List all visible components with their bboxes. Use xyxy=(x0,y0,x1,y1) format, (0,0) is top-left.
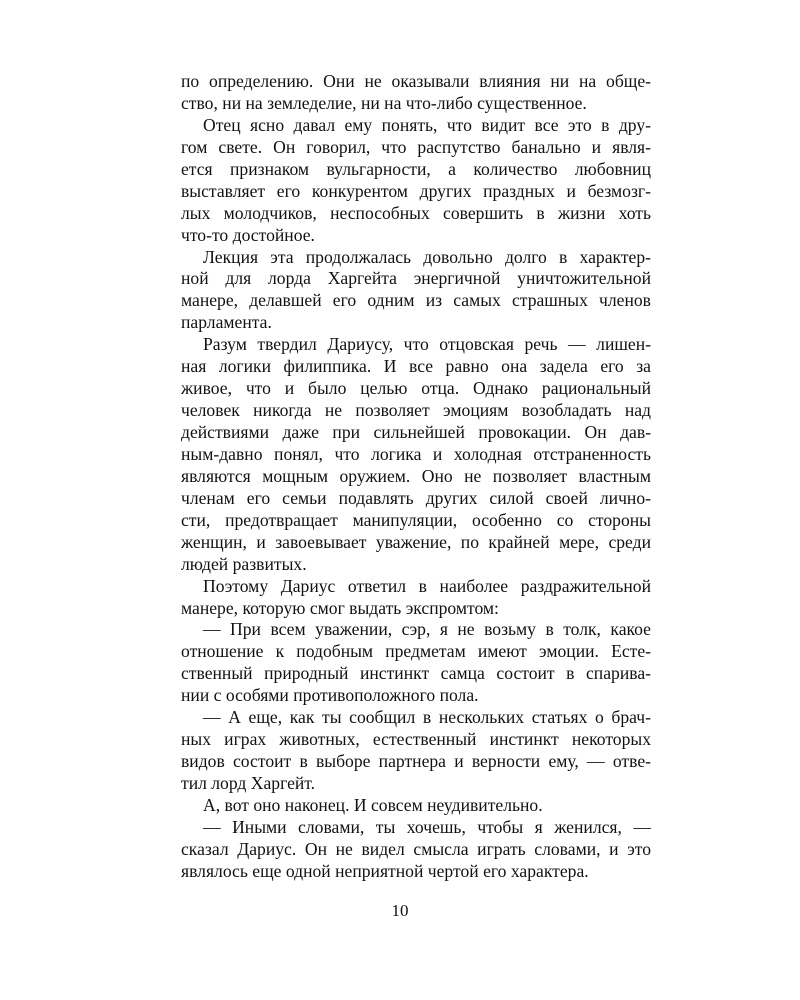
text-line: нии с особями противоположного пола. xyxy=(181,685,479,706)
text-line: — При всем уважении, сэр, я не возьму в толк, какое xyxy=(203,619,651,640)
text-line: тил лорд Харгейт. xyxy=(181,773,316,793)
text-line: членам его семьи подавлять других силой своей лично- xyxy=(181,487,651,508)
text-line: сти, предотвращает манипуляции, особенно со стороны xyxy=(181,509,651,530)
text-line: парламента. xyxy=(181,312,272,333)
text-line: видов состоит в выборе партнера и верности ему, — отве- xyxy=(181,751,651,772)
text-line: отношение к подобным предметам имеют эмоции. Есте- xyxy=(181,641,651,662)
text-line: ственный природный инстинкт самца состоит в спарива- xyxy=(181,663,651,684)
text-line: ной для лорда Харгейта энергичной уничтожительной xyxy=(181,268,651,289)
text-line: сказал Дариус. Он не видел смысла играть словами, и это xyxy=(181,838,651,859)
text-line: лых молодчиков, неспособных совершить в жизни хоть xyxy=(181,202,651,223)
text-line: ных играх животных, естественный инстинкт некоторых xyxy=(181,729,651,750)
text-line: манере, которую смог выдать экспромтом: xyxy=(181,597,499,618)
text-line: ная логики филиппика. И все равно она задела его за xyxy=(181,356,651,377)
text-line: ным-давно понял, что логика и холодная отстраненность xyxy=(181,443,651,464)
text-line: Разум твердил Дариусу, что отцовская речь — лишен- xyxy=(203,334,651,355)
text-line: ство, ни на земледелие, ни на что-либо существенное. xyxy=(181,92,587,113)
text-line: женщин, и завоевывает уважение, по крайней мере, среди xyxy=(181,531,651,552)
text-line: действиями даже при сильнейшей провокации. Он дав- xyxy=(181,422,651,442)
text-line: по определению. Они не оказывали влияния ни на обще- xyxy=(181,71,651,91)
text-line: манере, делавшей его одним из самых страшных членов xyxy=(181,290,651,311)
text-line: являются мощным оружием. Оно не позволяет властным xyxy=(181,465,651,486)
text-line: — Иными словами, ты хочешь, чтобы я женился, — xyxy=(203,816,651,837)
text-line: А, вот оно наконец. И совсем неудивительно. xyxy=(203,794,543,815)
text-line: человек никогда не позволяет эмоциям возобладать над xyxy=(181,400,651,421)
body-text xyxy=(181,71,651,883)
text-line: гом свете. Он говорил, что распутство банально и явля- xyxy=(181,136,651,157)
text-line: людей развитых. xyxy=(181,553,307,574)
text-line: — А еще, как ты сообщил в нескольких статьях о брач- xyxy=(203,707,651,728)
text-line: Лекция эта продолжалась довольно долго в характер- xyxy=(203,246,651,267)
page-number: 10 xyxy=(391,901,409,920)
text-line: ется признаком вульгарности, а количество любовниц xyxy=(181,158,651,179)
text-line: Отец ясно давал ему понять, что видит все это в дру- xyxy=(203,114,651,135)
text-line: что-то достойное. xyxy=(181,224,315,245)
text-line: живое, что и было целью отца. Однако рациональный xyxy=(181,378,651,399)
text-line: являлось еще одной неприятной чертой его характера. xyxy=(181,860,589,881)
text-line: Поэтому Дариус ответил в наиболее раздражительной xyxy=(203,575,651,596)
text-line: выставляет его конкурентом других праздных и безмозг- xyxy=(181,180,651,201)
